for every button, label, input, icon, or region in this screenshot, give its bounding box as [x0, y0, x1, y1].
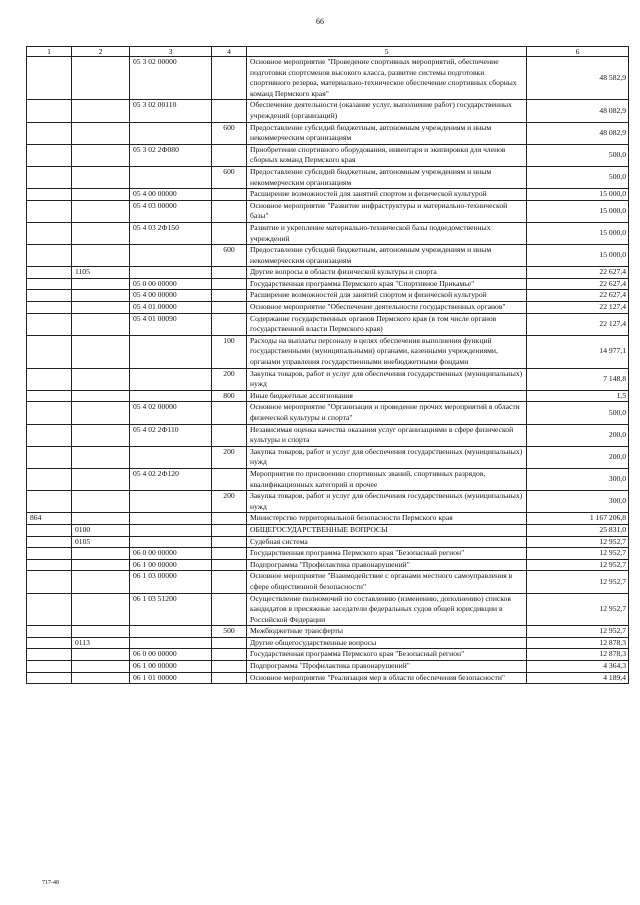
target-article-cell: 05 4 02 00000 — [130, 402, 212, 424]
ministry-code-cell — [27, 491, 72, 513]
target-article-cell: 05 3 02 2Ф080 — [130, 144, 212, 166]
item-name-cell: Судебная система — [247, 536, 527, 548]
table-row — [27, 637, 629, 649]
ministry-code-cell — [27, 637, 72, 649]
table-row — [27, 313, 629, 335]
target-article-cell — [130, 536, 212, 548]
target-article-cell: 05 4 00 00000 — [130, 290, 212, 302]
amount-cell: 300,0 — [527, 468, 629, 490]
expense-type-cell — [212, 468, 247, 490]
item-name-cell: Основное мероприятие "Взаимодействие с органами местного самоуправления в сфере общественной безопасности" — [247, 571, 527, 593]
amount-cell: 4 364,3 — [527, 661, 629, 673]
expense-type-cell — [212, 637, 247, 649]
target-article-cell: 05 3 02 00110 — [130, 100, 212, 122]
expense-type-cell — [212, 302, 247, 314]
table-row — [27, 368, 629, 390]
table-row — [27, 672, 629, 684]
amount-cell: 500,0 — [527, 402, 629, 424]
table-row — [27, 200, 629, 222]
ministry-code-cell — [27, 593, 72, 626]
table-row — [27, 57, 629, 100]
section-code-cell — [72, 122, 130, 144]
expense-type-cell — [212, 267, 247, 279]
item-name-cell: Основное мероприятие "Организация и проведение прочих мероприятий в области физической культуры и спорта" — [247, 402, 527, 424]
section-code-cell — [72, 166, 130, 188]
amount-cell: 48 082,9 — [527, 100, 629, 122]
target-article-cell — [130, 524, 212, 536]
ministry-code-cell — [27, 468, 72, 490]
amount-cell: 12 952,7 — [527, 536, 629, 548]
table-row — [27, 513, 629, 525]
target-article-cell — [130, 368, 212, 390]
target-article-cell: 06 1 03 00000 — [130, 571, 212, 593]
item-name-cell: Основное мероприятие "Проведение спортивных мероприятий, обеспечение подготовки спортсменов высокого класса, развитие системы подготовки спортивного резерва, материально-техническое обеспечение спортивных сборных команд Пермского края" — [247, 57, 527, 100]
item-name-cell: Содержание государственных органов Пермского края (в том числе органов государственной власти Пермского края) — [247, 313, 527, 335]
section-code-cell — [72, 424, 130, 446]
amount-cell: 22 627,4 — [527, 290, 629, 302]
ministry-code-cell — [27, 424, 72, 446]
ministry-code-cell — [27, 335, 72, 368]
expense-type-cell — [212, 649, 247, 661]
amount-cell: 12 878,3 — [527, 649, 629, 661]
table-row — [27, 536, 629, 548]
item-name-cell: Основное мероприятие "Реализация мер в области обеспечения безопасности" — [247, 672, 527, 684]
expense-type-cell: 200 — [212, 368, 247, 390]
ministry-code-cell: 864 — [27, 513, 72, 525]
section-code-cell — [72, 368, 130, 390]
expense-type-cell — [212, 559, 247, 571]
item-name-cell: Приобретение спортивного оборудования, инвентаря и экипировки для членов сборных команд Пермского края — [247, 144, 527, 166]
page-number: 66 — [316, 17, 324, 26]
amount-cell: 15 000,0 — [527, 200, 629, 222]
header-cell: 4 — [212, 47, 247, 57]
amount-cell: 22 627,4 — [527, 267, 629, 279]
section-code-cell — [72, 302, 130, 314]
table-row — [27, 144, 629, 166]
amount-cell: 12 952,7 — [527, 571, 629, 593]
ministry-code-cell — [27, 189, 72, 201]
target-article-cell — [130, 166, 212, 188]
ministry-code-cell — [27, 390, 72, 402]
expense-type-cell — [212, 524, 247, 536]
section-code-cell: 1105 — [72, 267, 130, 279]
item-name-cell: Министерство территориальной безопасности Пермского края — [247, 513, 527, 525]
ministry-code-cell — [27, 626, 72, 638]
item-name-cell: Межбюджетные трансферты — [247, 626, 527, 638]
target-article-cell: 05 4 01 00090 — [130, 313, 212, 335]
item-name-cell: Закупка товаров, работ и услуг для обеспечения государственных (муниципальных) нужд — [247, 446, 527, 468]
target-article-cell — [130, 267, 212, 279]
ministry-code-cell — [27, 245, 72, 267]
expense-type-cell — [212, 144, 247, 166]
table-row — [27, 548, 629, 560]
section-code-cell — [72, 189, 130, 201]
expense-type-cell — [212, 424, 247, 446]
header-cell: 1 — [27, 47, 72, 57]
table-row — [27, 571, 629, 593]
section-code-cell — [72, 593, 130, 626]
item-name-cell: Другие общегосударственные вопросы — [247, 637, 527, 649]
section-code-cell — [72, 661, 130, 673]
target-article-cell — [130, 335, 212, 368]
expense-type-cell: 200 — [212, 446, 247, 468]
table-row — [27, 267, 629, 279]
section-code-cell — [72, 100, 130, 122]
item-name-cell: Закупка товаров, работ и услуг для обеспечения государственных (муниципальных) нужд — [247, 368, 527, 390]
amount-cell: 22 627,4 — [527, 278, 629, 290]
table-row — [27, 302, 629, 314]
amount-cell: 1,5 — [527, 390, 629, 402]
expense-type-cell — [212, 548, 247, 560]
target-article-cell: 06 1 03 51200 — [130, 593, 212, 626]
target-article-cell: 06 1 01 00000 — [130, 672, 212, 684]
amount-cell: 200,0 — [527, 446, 629, 468]
amount-cell: 22 127,4 — [527, 302, 629, 314]
ministry-code-cell — [27, 57, 72, 100]
table-row — [27, 166, 629, 188]
target-article-cell — [130, 491, 212, 513]
ministry-code-cell — [27, 446, 72, 468]
expense-type-cell: 600 — [212, 122, 247, 144]
table-row — [27, 245, 629, 267]
table-row — [27, 100, 629, 122]
ministry-code-cell — [27, 302, 72, 314]
item-name-cell: Расширение возможностей для занятий спортом и физической культурой — [247, 290, 527, 302]
section-code-cell — [72, 446, 130, 468]
expense-type-cell — [212, 200, 247, 222]
table-row — [27, 661, 629, 673]
table-row — [27, 491, 629, 513]
section-code-cell — [72, 513, 130, 525]
section-code-cell — [72, 144, 130, 166]
expense-type-cell — [212, 57, 247, 100]
header-cell: 6 — [527, 47, 629, 57]
amount-cell: 12 952,7 — [527, 559, 629, 571]
item-name-cell: Основное мероприятие "Обеспечение деятельности государственных органов" — [247, 302, 527, 314]
section-code-cell: 0100 — [72, 524, 130, 536]
item-name-cell: Независимая оценка качества оказания услуг организациями в сфере физической культуры и спорта — [247, 424, 527, 446]
amount-cell: 14 977,1 — [527, 335, 629, 368]
item-name-cell: Подпрограмма "Профилактика правонарушений" — [247, 661, 527, 673]
ministry-code-cell — [27, 672, 72, 684]
ministry-code-cell — [27, 649, 72, 661]
expense-type-cell — [212, 402, 247, 424]
ministry-code-cell — [27, 166, 72, 188]
section-code-cell: 0105 — [72, 536, 130, 548]
target-article-cell: 06 0 00 00000 — [130, 649, 212, 661]
expense-type-cell — [212, 290, 247, 302]
item-name-cell: Подпрограмма "Профилактика правонарушений" — [247, 559, 527, 571]
amount-cell: 4 189,4 — [527, 672, 629, 684]
ministry-code-cell — [27, 200, 72, 222]
expense-type-cell: 800 — [212, 390, 247, 402]
ministry-code-cell — [27, 548, 72, 560]
section-code-cell — [72, 313, 130, 335]
amount-cell: 22 127,4 — [527, 313, 629, 335]
target-article-cell: 05 4 02 2Ф110 — [130, 424, 212, 446]
table-row — [27, 335, 629, 368]
target-article-cell: 06 1 00 00000 — [130, 661, 212, 673]
ministry-code-cell — [27, 402, 72, 424]
target-article-cell: 05 4 00 00000 — [130, 189, 212, 201]
expense-type-cell: 100 — [212, 335, 247, 368]
ministry-code-cell — [27, 222, 72, 244]
ministry-code-cell — [27, 100, 72, 122]
section-code-cell — [72, 57, 130, 100]
section-code-cell — [72, 626, 130, 638]
item-name-cell: Обеспечение деятельности (оказание услуг, выполнение работ) государственных учреждений (организаций) — [247, 100, 527, 122]
footer-code: 717-48 — [42, 880, 59, 886]
item-name-cell: ОБЩЕГОСУДАРСТВЕННЫЕ ВОПРОСЫ — [247, 524, 527, 536]
item-name-cell: Другие вопросы в области физической культуры и спорта — [247, 267, 527, 279]
target-article-cell — [130, 245, 212, 267]
section-code-cell — [72, 672, 130, 684]
item-name-cell: Государственная программа Пермского края "Безопасный регион" — [247, 649, 527, 661]
table-row — [27, 468, 629, 490]
target-article-cell: 05 4 02 2Ф120 — [130, 468, 212, 490]
ministry-code-cell — [27, 267, 72, 279]
table-row — [27, 446, 629, 468]
item-name-cell: Государственная программа Пермского края "Безопасный регион" — [247, 548, 527, 560]
item-name-cell: Предоставление субсидий бюджетным, автономным учреждениям и иным некоммерческим организациям — [247, 122, 527, 144]
expense-type-cell: 500 — [212, 626, 247, 638]
header-cell: 3 — [130, 47, 212, 57]
header-row — [27, 47, 629, 57]
header-cell: 2 — [72, 47, 130, 57]
table-row — [27, 626, 629, 638]
item-name-cell: Осуществление полномочий по составлению (изменению, дополнению) списков кандидатов в присяжные заседатели федеральных судов общей юрисдикции в Российской Федерации — [247, 593, 527, 626]
target-article-cell — [130, 513, 212, 525]
item-name-cell: Предоставление субсидий бюджетным, автономным учреждениям и иным некоммерческим организациям — [247, 245, 527, 267]
target-article-cell — [130, 446, 212, 468]
expense-type-cell — [212, 661, 247, 673]
section-code-cell — [72, 548, 130, 560]
expense-type-cell — [212, 313, 247, 335]
amount-cell: 1 167 206,8 — [527, 513, 629, 525]
target-article-cell — [130, 390, 212, 402]
section-code-cell — [72, 278, 130, 290]
ministry-code-cell — [27, 144, 72, 166]
target-article-cell — [130, 626, 212, 638]
amount-cell: 12 952,7 — [527, 593, 629, 626]
item-name-cell: Развитие и укрепление материально-технической базы подведомственных учреждений — [247, 222, 527, 244]
amount-cell: 300,0 — [527, 491, 629, 513]
ministry-code-cell — [27, 313, 72, 335]
expense-type-cell — [212, 189, 247, 201]
section-code-cell — [72, 559, 130, 571]
item-name-cell: Закупка товаров, работ и услуг для обеспечения государственных (муниципальных) нужд — [247, 491, 527, 513]
amount-cell: 12 952,7 — [527, 626, 629, 638]
table-row — [27, 649, 629, 661]
expense-type-cell — [212, 571, 247, 593]
target-article-cell: 05 0 00 00000 — [130, 278, 212, 290]
item-name-cell: Предоставление субсидий бюджетным, автономным учреждениям и иным некоммерческим организациям — [247, 166, 527, 188]
expense-type-cell — [212, 672, 247, 684]
ministry-code-cell — [27, 290, 72, 302]
amount-cell: 12 952,7 — [527, 548, 629, 560]
item-name-cell: Основное мероприятие "Развитие инфраструктуры и материально-технической базы" — [247, 200, 527, 222]
amount-cell: 500,0 — [527, 166, 629, 188]
section-code-cell — [72, 468, 130, 490]
target-article-cell: 05 3 02 00000 — [130, 57, 212, 100]
expense-type-cell — [212, 536, 247, 548]
table-row — [27, 222, 629, 244]
amount-cell: 15 000,0 — [527, 222, 629, 244]
ministry-code-cell — [27, 559, 72, 571]
expense-type-cell: 600 — [212, 166, 247, 188]
table-row — [27, 122, 629, 144]
table-row — [27, 278, 629, 290]
expense-type-cell — [212, 593, 247, 626]
item-name-cell: Расходы на выплаты персоналу в целях обеспечения выполнения функций государственными (муниципальными) органами, казенными учреждениями, органами управления государственными внебюджетными фондами — [247, 335, 527, 368]
ministry-code-cell — [27, 278, 72, 290]
amount-cell: 15 000,0 — [527, 245, 629, 267]
ministry-code-cell — [27, 571, 72, 593]
amount-cell: 48 082,9 — [527, 122, 629, 144]
header-cell: 5 — [247, 47, 527, 57]
target-article-cell: 05 4 03 2Ф150 — [130, 222, 212, 244]
expense-type-cell — [212, 278, 247, 290]
table-row — [27, 290, 629, 302]
table-row — [27, 402, 629, 424]
table-row — [27, 524, 629, 536]
ministry-code-cell — [27, 536, 72, 548]
section-code-cell — [72, 402, 130, 424]
target-article-cell: 05 4 03 00000 — [130, 200, 212, 222]
target-article-cell — [130, 122, 212, 144]
section-code-cell — [72, 245, 130, 267]
target-article-cell: 06 0 00 00000 — [130, 548, 212, 560]
amount-cell: 12 878,3 — [527, 637, 629, 649]
section-code-cell — [72, 200, 130, 222]
table-row — [27, 390, 629, 402]
item-name-cell: Расширение возможностей для занятий спортом и физической культурой — [247, 189, 527, 201]
section-code-cell — [72, 491, 130, 513]
section-code-cell — [72, 649, 130, 661]
amount-cell: 15 000,0 — [527, 189, 629, 201]
amount-cell: 500,0 — [527, 144, 629, 166]
target-article-cell: 05 4 01 00000 — [130, 302, 212, 314]
item-name-cell: Государственная программа Пермского края "Спортивное Прикамье" — [247, 278, 527, 290]
ministry-code-cell — [27, 122, 72, 144]
table-row — [27, 593, 629, 626]
table-row — [27, 424, 629, 446]
table-row — [27, 189, 629, 201]
table-row — [27, 559, 629, 571]
expense-type-cell — [212, 100, 247, 122]
expense-type-cell: 600 — [212, 245, 247, 267]
section-code-cell — [72, 290, 130, 302]
target-article-cell — [130, 637, 212, 649]
ministry-code-cell — [27, 524, 72, 536]
item-name-cell: Иные бюджетные ассигнования — [247, 390, 527, 402]
amount-cell: 7 148,8 — [527, 368, 629, 390]
section-code-cell — [72, 222, 130, 244]
expense-type-cell — [212, 513, 247, 525]
amount-cell: 25 831,0 — [527, 524, 629, 536]
amount-cell: 48 582,9 — [527, 57, 629, 100]
section-code-cell — [72, 571, 130, 593]
expense-type-cell — [212, 222, 247, 244]
section-code-cell: 0113 — [72, 637, 130, 649]
expense-type-cell: 200 — [212, 491, 247, 513]
budget-table — [26, 46, 629, 684]
section-code-cell — [72, 335, 130, 368]
target-article-cell: 06 1 00 00000 — [130, 559, 212, 571]
ministry-code-cell — [27, 661, 72, 673]
amount-cell: 200,0 — [527, 424, 629, 446]
ministry-code-cell — [27, 368, 72, 390]
section-code-cell — [72, 390, 130, 402]
item-name-cell: Мероприятия по присвоению спортивных званий, спортивных разрядов, квалификационных категорий и прочее — [247, 468, 527, 490]
